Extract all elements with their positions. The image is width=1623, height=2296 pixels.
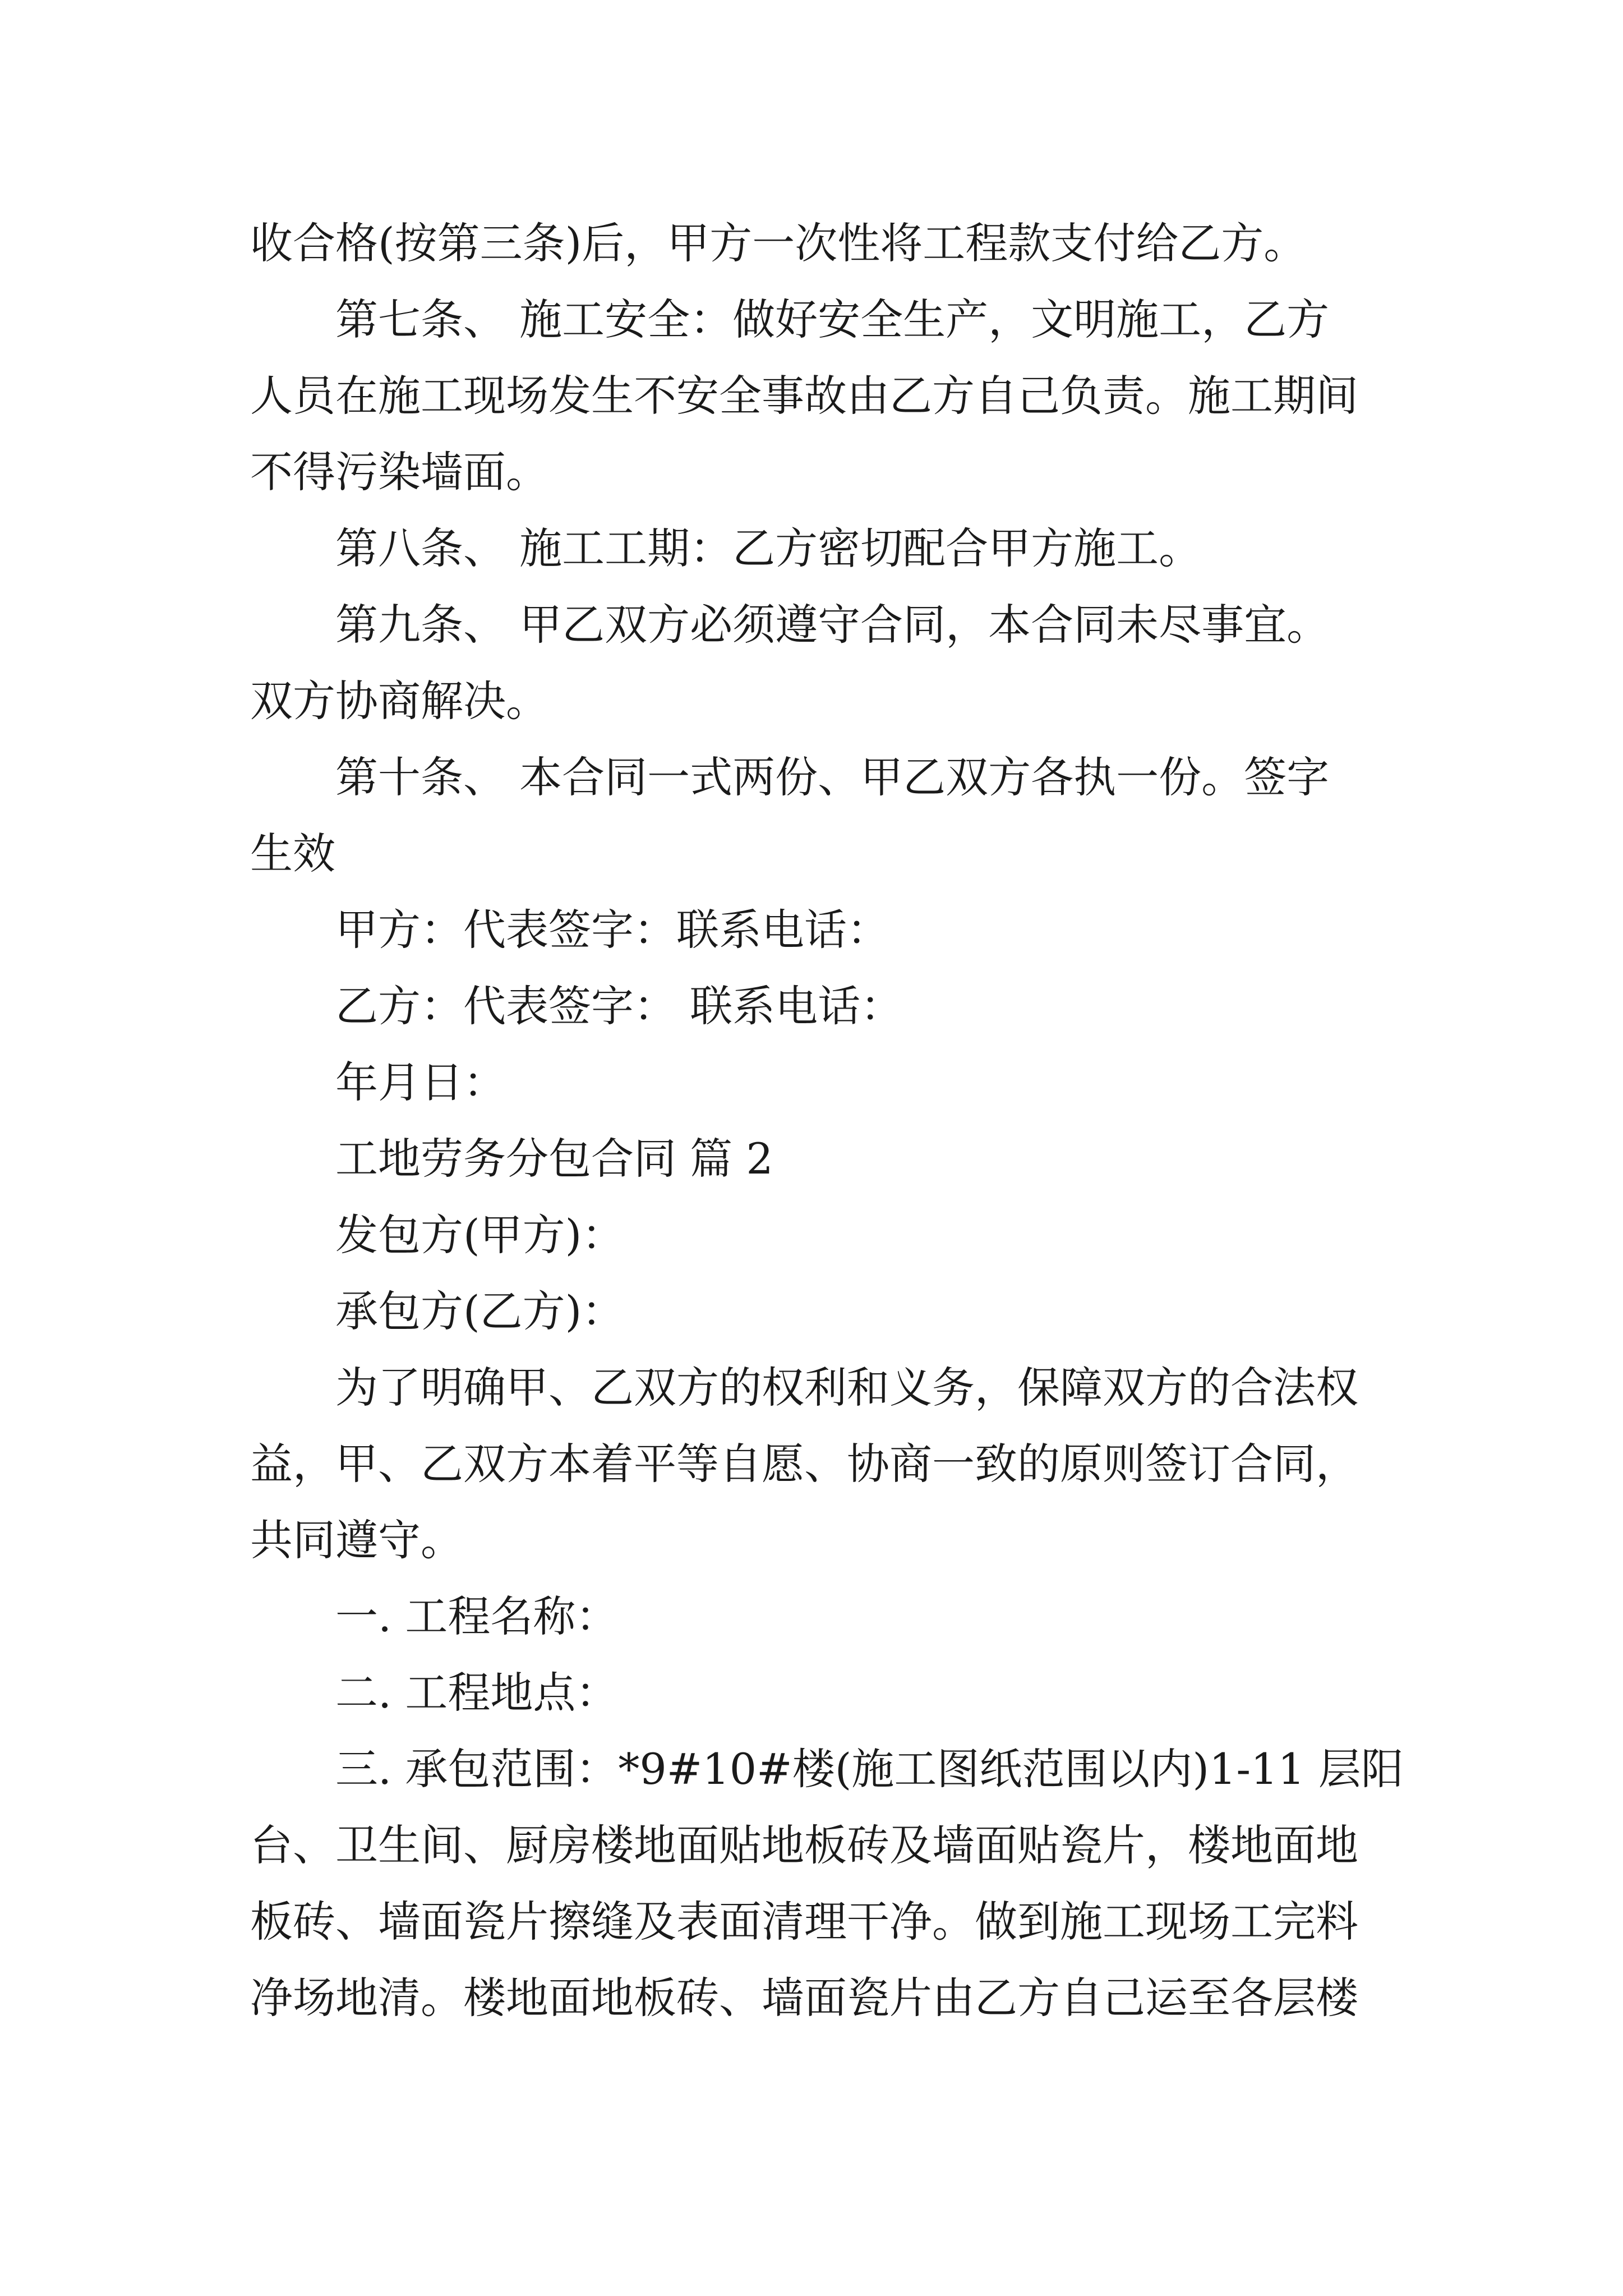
text-line: 年月日： xyxy=(335,1057,506,1107)
text-line: 发包方(甲方)： xyxy=(335,1210,625,1260)
text-line: 第八条、 施工工期：乙方密切配合甲方施工。 xyxy=(335,523,1202,573)
text-line: 甲方：代表签字：联系电话： xyxy=(335,905,889,955)
text-line: 三. 承包范围：*9#10#楼(施工图纸范围以内)1-11 层阳 xyxy=(335,1744,1404,1794)
document-body xyxy=(250,205,1405,2036)
section-heading: 工地劳务分包合同 篇 2 xyxy=(335,1134,773,1184)
text-line: 板砖、墙面瓷片擦缝及表面清理干净。做到施工现场工完料 xyxy=(250,1897,1358,1947)
text-line: 承包方(乙方)： xyxy=(335,1286,625,1336)
text-line: 第十条、 本合同一式两份、甲乙双方各执一份。签字 xyxy=(335,752,1330,802)
text-line: 净场地清。楼地面地板砖、墙面瓷片由乙方自己运至各层楼 xyxy=(250,1973,1358,2023)
text-line: 不得污染墙面。 xyxy=(250,447,548,497)
text-line: 共同遵守。 xyxy=(250,1515,463,1565)
text-line: 益，甲、乙双方本着平等自愿、协商一致的原则签订合同， xyxy=(250,1439,1358,1489)
text-line: 双方协商解决。 xyxy=(250,676,548,726)
text-line: 第九条、 甲乙双方必须遵守合同，本合同未尽事宜。 xyxy=(335,600,1330,650)
text-line: 第七条、 施工安全：做好安全生产，文明施工，乙方 xyxy=(335,295,1330,344)
text-line: 乙方：代表签字： 联系电话： xyxy=(335,981,903,1031)
text-line: 为了明确甲、乙双方的权利和义务，保障双方的合法权 xyxy=(335,1363,1358,1412)
text-line: 二. 工程地点： xyxy=(335,1668,619,1718)
text-line: 一. 工程名称： xyxy=(335,1591,619,1641)
text-line: 收合格(按第三条)后，甲方一次性将工程款支付给乙方。 xyxy=(250,218,1307,268)
text-line: 台、卫生间、厨房楼地面贴地板砖及墙面贴瓷片，楼地面地 xyxy=(250,1820,1358,1870)
text-line: 生效 xyxy=(250,829,335,878)
text-line: 人员在施工现场发生不安全事故由乙方自己负责。施工期间 xyxy=(250,371,1358,421)
